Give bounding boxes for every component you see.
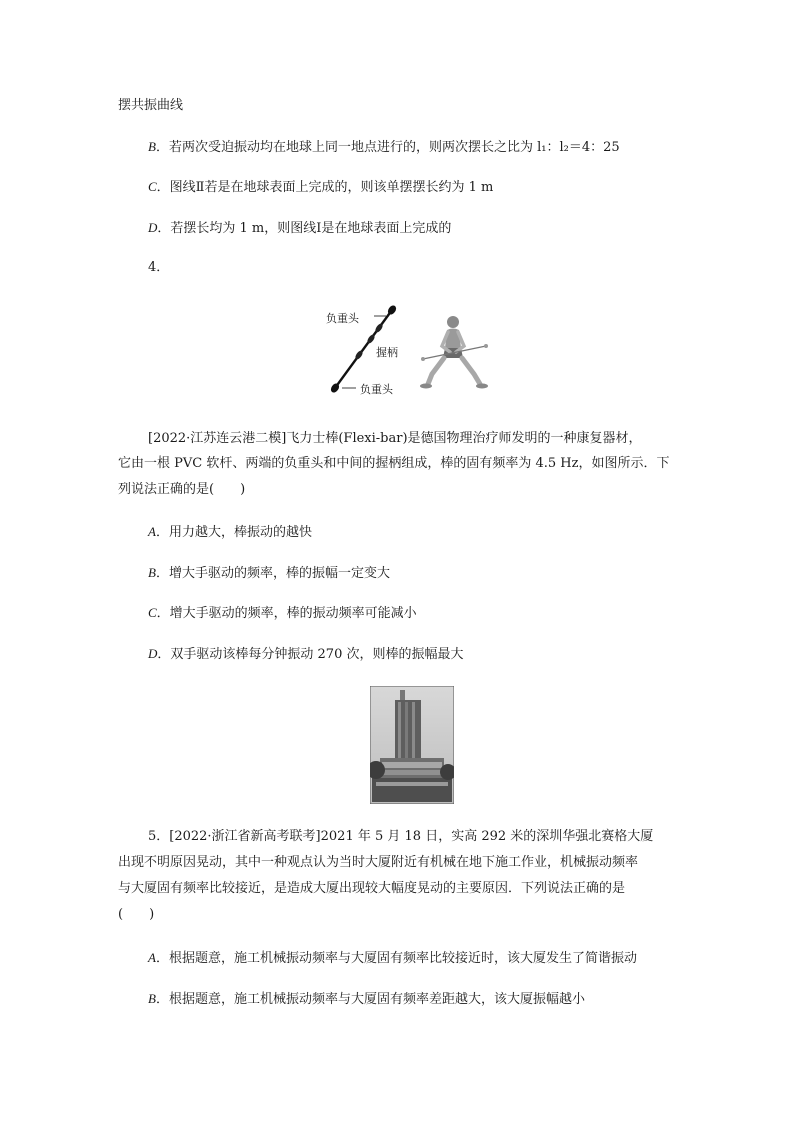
option-letter: A bbox=[148, 950, 156, 965]
option-letter: A bbox=[148, 524, 156, 539]
question-number: 4． bbox=[148, 260, 170, 275]
option-c-line bbox=[148, 177, 493, 198]
question-5-option-b bbox=[148, 989, 585, 1010]
option-text: ．用力越大，棒振动的越快 bbox=[155, 525, 312, 540]
question-4-option-b bbox=[148, 563, 390, 584]
question-5-line-3: 与大厦固有频率比较接近，是造成大厦出现较大幅度晃动的主要原因．下列说法正确的是 bbox=[118, 881, 626, 896]
option-letter: C bbox=[148, 179, 157, 194]
option-letter: B bbox=[148, 991, 156, 1006]
option-letter: C bbox=[148, 605, 157, 620]
athlete-illustration bbox=[420, 316, 488, 389]
option-text: ．增大手驱动的频率，棒的振动频率可能减小 bbox=[156, 606, 417, 621]
question-5-line-1: 5．[2022·浙江省新高考联考]2021 年 5 月 18 日，实高 292 米的深圳华强北赛格大厦 bbox=[148, 829, 654, 844]
option-text: ．若摆长均为 1 m，则图线Ⅰ是在地球表面上完成的 bbox=[157, 221, 452, 236]
question-4-option-c bbox=[148, 603, 417, 624]
text-line: 摆共振曲线 bbox=[118, 98, 184, 113]
question-4-option-a bbox=[148, 522, 312, 543]
label-weight-head-top: 负重头 bbox=[326, 312, 359, 325]
building-illustration bbox=[370, 686, 454, 804]
building-photo bbox=[370, 686, 454, 804]
option-letter: D bbox=[148, 646, 158, 661]
option-text: ．根据题意，施工机械振动频率与大厦固有频率差距越大，该大厦振幅越小 bbox=[155, 992, 585, 1007]
question-5-line-2: 出现不明原因晃动，其中一种观点认为当时大厦附近有机械在地下施工作业，机械振动频率 bbox=[118, 855, 639, 870]
option-b-line bbox=[148, 137, 620, 158]
flexi-bar-figure bbox=[318, 296, 498, 396]
label-grip: 握柄 bbox=[376, 346, 398, 359]
option-text: ．若两次受迫振动均在地球上同一地点进行的，则两次摆长之比为 l₁：l₂＝4：25 bbox=[155, 140, 620, 155]
label-weight-head-bottom: 负重头 bbox=[360, 383, 393, 396]
question-4-line-2: 它由一根 PVC 软杆、两端的负重头和中间的握柄组成，棒的固有频率为 4.5 Hz，如图所示．下 bbox=[118, 456, 670, 471]
option-text: ．双手驱动该棒每分钟振动 270 次，则棒的振幅最大 bbox=[157, 647, 464, 662]
option-letter: B bbox=[148, 565, 156, 580]
option-text: ．根据题意，施工机械振动频率与大厦固有频率比较接近时，该大厦发生了简谐振动 bbox=[155, 951, 637, 966]
question-4-option-d bbox=[148, 644, 463, 665]
question-4-line-3: 列说法正确的是( ) bbox=[118, 482, 246, 497]
question-4-line-1: [2022·江苏连云港二模]飞力士棒(Flexi-bar)是德国物理治疗师发明的一种康复器材， bbox=[148, 431, 642, 446]
question-5-line-4: ( ) bbox=[118, 907, 155, 922]
option-text: ．图线Ⅱ若是在地球表面上完成的，则该单摆摆长约为 1 m bbox=[156, 180, 494, 195]
option-d-line bbox=[148, 218, 451, 239]
option-text: ．增大手驱动的频率，棒的振幅一定变大 bbox=[155, 566, 390, 581]
question-5-option-a bbox=[148, 948, 637, 969]
option-letter: B bbox=[148, 139, 156, 154]
option-letter: D bbox=[148, 220, 158, 235]
